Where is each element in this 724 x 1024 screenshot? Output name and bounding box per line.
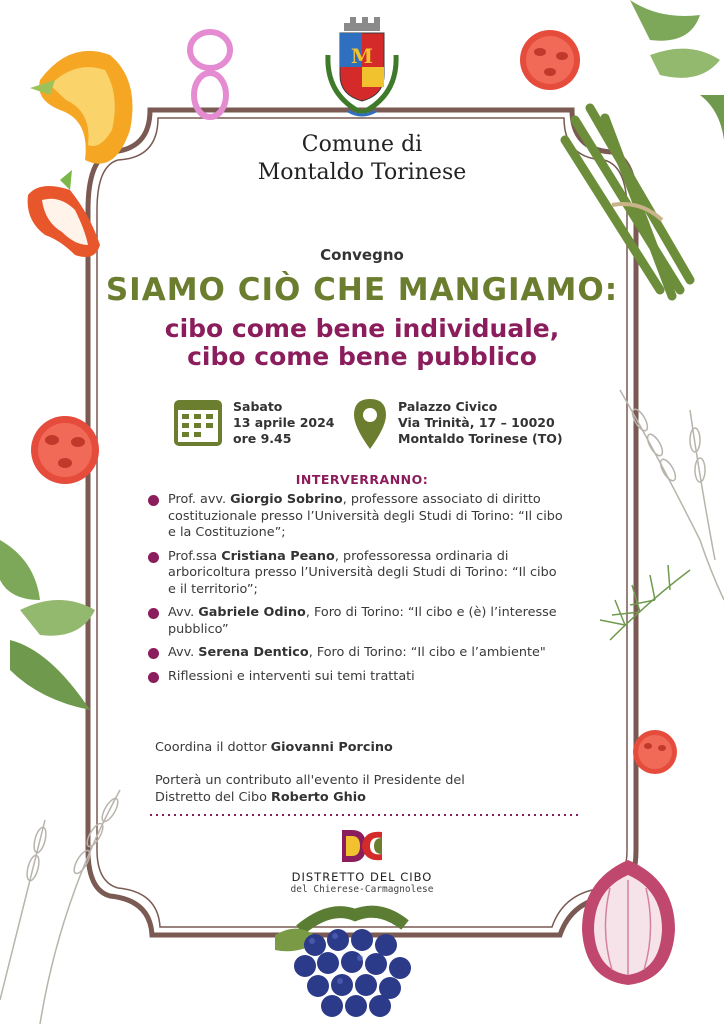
list-item: Avv. Serena Dentico, Foro di Torino: “Il cibo e l’ambiente" xyxy=(148,645,568,662)
location-pin-icon xyxy=(353,397,387,451)
event-day: Sabato xyxy=(233,399,283,414)
wheat-icon xyxy=(0,790,121,1024)
calendar-icon xyxy=(172,396,224,448)
basil-leaves-icon xyxy=(630,0,724,140)
pasta-icon xyxy=(190,32,230,117)
contribution-line1: Porterà un contributo all'evento il Presidente del xyxy=(155,773,465,788)
speakers-list xyxy=(148,492,568,692)
list-item: Riflessioni e interventi sui temi trattati xyxy=(148,669,568,686)
municipality-line1: Comune di xyxy=(301,132,423,157)
event-subtitle-line2: cibo come bene pubblico xyxy=(187,342,537,371)
dill-icon xyxy=(600,565,690,640)
district-subtitle: del Chierese-Carmagnolese xyxy=(290,884,434,895)
venue-address: Via Trinità, 17 – 10020 xyxy=(398,415,555,430)
tomato-slice-icon xyxy=(633,730,677,774)
list-item: Prof.ssa Cristiana Peano, professoressa ordinaria di arboricoltura presso l’Università degli Studi di Torino: “Il cibo e il territorio”; xyxy=(148,549,568,599)
speakers-heading: INTERVERRANNO: xyxy=(295,472,429,487)
municipality-line2: Montaldo Torinese xyxy=(257,160,467,185)
coordinator-line: Coordina il dottor Giovanni Porcino xyxy=(155,740,393,755)
municipal-crest-icon xyxy=(320,15,404,125)
tomato-slice-icon xyxy=(520,30,580,90)
crest-letter: M xyxy=(350,44,374,68)
event-type: Convegno xyxy=(320,246,404,264)
basil-leaves-icon xyxy=(0,540,95,710)
district-name: DISTRETTO DEL CIBO xyxy=(291,870,433,884)
venue-name: Palazzo Civico xyxy=(398,399,498,414)
venue-city: Montaldo Torinese (TO) xyxy=(398,431,563,446)
event-subtitle-line1: cibo come bene individuale, xyxy=(164,314,560,343)
district-logo-icon xyxy=(340,826,384,866)
event-title: SIAMO CIÒ CHE MANGIAMO: xyxy=(105,272,619,308)
wheat-icon xyxy=(620,390,724,600)
list-item: Avv. Gabriele Odino, Foro di Torino: “Il cibo e (è) l’interesse pubblico” xyxy=(148,605,568,638)
grapes-icon xyxy=(275,912,411,1017)
list-item: Prof. avv. Giorgio Sobrino, professore associato di diritto costituzionale presso l’Università degli Studi di Torino: “Il cibo e la Costituzione”; xyxy=(148,492,568,542)
event-time: ore 9.45 xyxy=(233,431,292,446)
contribution-line2: Distretto del Cibo Roberto Ghio xyxy=(155,790,366,805)
event-date: 13 aprile 2024 xyxy=(233,415,335,430)
